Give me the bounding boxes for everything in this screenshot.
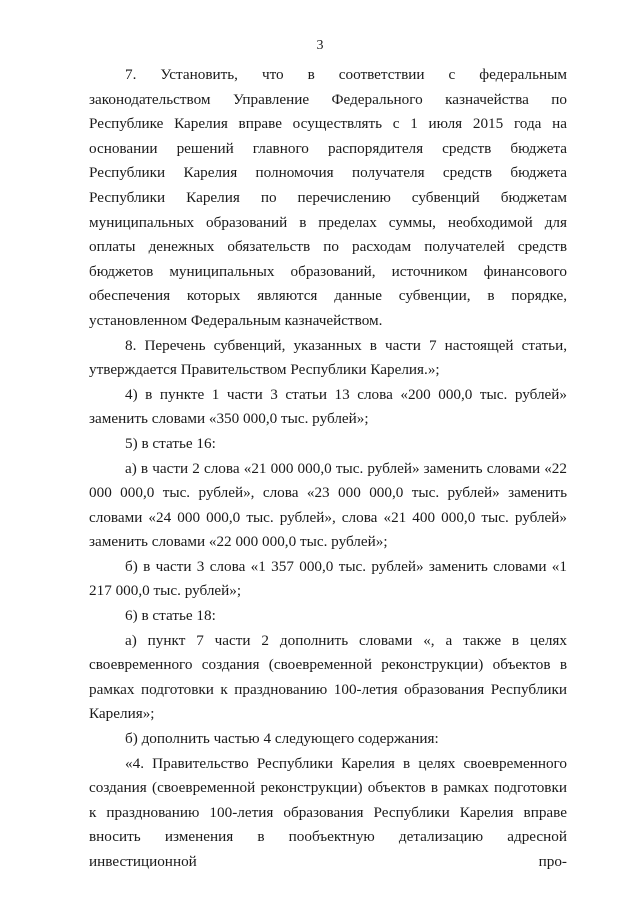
page-number: 3: [316, 38, 324, 53]
paragraph-subitem-5a: а) в части 2 слова «21 000 000,0 тыс. рублей» заменить словами «22 000 000,0 тыс. рублей», слова «23 000 000,0 тыс. рублей» заменить словами «24 000 000,0 тыс. рублей», слова «21 400 000,0 тыс. рублей» заменить словами «22 000 000,0 тыс. рублей»;: [89, 459, 567, 551]
paragraph-quoted-part-4: «4. Правительство Республики Карелия в целях своевременного создания (своевременной реконструкции) объектов в рамках подготовки к празднованию 100-летия образования Республики Карелия вправе вносить изменения в пообъектную детализацию адресной инвестиционной про-: [89, 754, 567, 870]
document-body: [89, 63, 567, 875]
paragraph-item-7: 7. Установить, что в соответствии с федеральным законодательством Управление Федерального казначейства по Республике Карелия вправе осуществлять с 1 июля 2015 года на основании решений главного распорядителя средств бюджета Республики Карелия полномочия получателя средств бюджета Республики Карелия по перечислению субвенций бюджетам муниципальных образований в пределах суммы, необходимой для оплаты денежных обязательств по расходам получателей средств бюджетов муниципальных образований, источником финансового обеспечения которых являются данные субвенции, в порядке, установленном Федеральным казначейством.: [89, 66, 567, 329]
paragraph-subitem-6a: а) пункт 7 части 2 дополнить словами «, а также в целях своевременного создания (своевременной реконструкции) объектов в рамках подготовки к празднованию 100-летия образования Республики Карелия»;: [89, 631, 567, 723]
paragraph-subitem-5: 5) в статье 16:: [125, 434, 216, 452]
paragraph-subitem-4: 4) в пункте 1 части 3 статьи 13 слова «200 000,0 тыс. рублей» заменить словами «350 000,0 тыс. рублей»;: [89, 385, 567, 428]
paragraph-subitem-6: 6) в статье 18:: [125, 607, 216, 625]
paragraph-subitem-5b: б) в части 3 слова «1 357 000,0 тыс. рублей» заменить словами «1 217 000,0 тыс. рублей»;: [89, 557, 567, 600]
paragraph-item-8: 8. Перечень субвенций, указанных в части 7 настоящей статьи, утверждается Правительством Республики Карелия.»;: [89, 336, 567, 379]
paragraph-subitem-6b: б) дополнить частью 4 следующего содержания:: [125, 730, 439, 748]
